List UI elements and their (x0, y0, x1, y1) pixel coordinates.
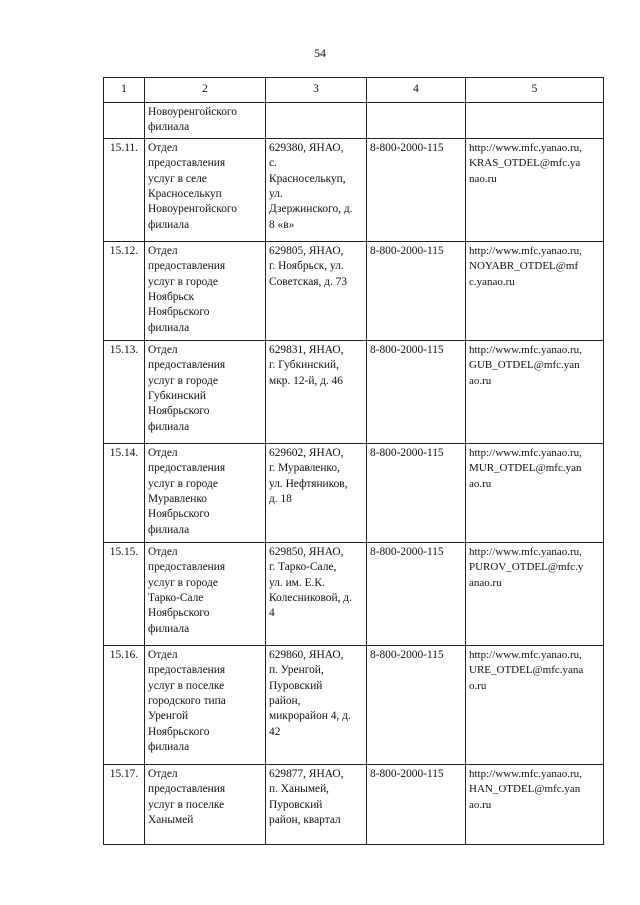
office-name-line: Отдел (148, 244, 178, 257)
table-row (104, 443, 604, 542)
website-email-line: http://www.mfc.yanao.ru, (469, 244, 582, 257)
office-name-line: услуг в городе (148, 374, 218, 387)
header-col-3: 3 (266, 78, 367, 103)
address-line: 629805, ЯНАО, (269, 244, 344, 257)
office-name-line: Отдел (148, 446, 178, 459)
continuation-name-line: филиала (148, 121, 190, 134)
website-email-line: nao.ru (469, 172, 497, 185)
address-line: д. 18 (269, 493, 292, 506)
address-cell (266, 764, 367, 844)
website-email-line: o.ru (469, 679, 487, 692)
address-line: ул. Нефтяников, (269, 477, 348, 490)
row-number-cell: 15.11. (104, 138, 145, 241)
website-email-cell (466, 138, 604, 241)
website-email-line: KRAS_OTDEL@mfc.ya (469, 157, 581, 170)
office-name-line: предоставления (148, 664, 226, 677)
website-email-cell (466, 443, 604, 542)
office-name-line: Муравленко (148, 493, 208, 506)
address-line: ул. (269, 188, 283, 201)
office-name-cell (145, 138, 266, 241)
office-name-line: Ноябрьского (148, 607, 210, 620)
header-col-2: 2 (145, 78, 266, 103)
office-name-line: филиала (148, 741, 190, 754)
website-email-line: c.yanao.ru (469, 275, 515, 288)
office-name-line: предоставления (148, 462, 226, 475)
phone-cell: 8-800-2000-115 (367, 340, 466, 443)
continuation-address-cell (266, 103, 367, 139)
continuation-name-line: Новоуренгойского (148, 106, 237, 118)
address-line: г. Тарко-Сале, (269, 561, 337, 574)
branches-table (103, 77, 604, 845)
address-cell (266, 542, 367, 645)
address-line: г. Губкинский, (269, 359, 339, 372)
table-row (104, 542, 604, 645)
office-name-line: предоставления (148, 359, 226, 372)
office-name-line: Красноселькуп (148, 188, 222, 201)
phone-cell: 8-800-2000-115 (367, 241, 466, 340)
continuation-name-cell (145, 103, 266, 139)
website-email-line: ao.ru (469, 798, 492, 811)
office-name-line: филиала (148, 218, 190, 231)
address-line: Дзержинского, д. (269, 203, 353, 216)
office-name-line: Ноябрьского (148, 508, 210, 521)
header-col-4: 4 (367, 78, 466, 103)
table-row (104, 241, 604, 340)
office-name-cell (145, 542, 266, 645)
phone-cell: 8-800-2000-115 (367, 138, 466, 241)
website-email-line: http://www.mfc.yanao.ru, (469, 767, 582, 780)
website-email-line: http://www.mfc.yanao.ru, (469, 545, 582, 558)
header-col-5: 5 (466, 78, 604, 103)
website-email-line: HAN_OTDEL@mfc.yan (469, 783, 581, 796)
address-line: Пуровский (269, 679, 323, 692)
header-col-1: 1 (104, 78, 145, 103)
office-name-line: Ноябрьского (148, 725, 210, 738)
website-email-line: http://www.mfc.yanao.ru, (469, 446, 582, 459)
website-email-line: http://www.mfc.yanao.ru, (469, 343, 582, 356)
row-number-cell: 15.14. (104, 443, 145, 542)
website-email-line: http://www.mfc.yanao.ru, (469, 648, 582, 661)
address-line: 629877, ЯНАО, (269, 767, 344, 780)
office-name-cell (145, 241, 266, 340)
website-email-cell (466, 340, 604, 443)
website-email-line: ao.ru (469, 374, 492, 387)
row-number-cell: 15.12. (104, 241, 145, 340)
office-name-line: предоставления (148, 260, 226, 273)
address-line: г. Муравленко, (269, 462, 340, 475)
website-email-line: GUB_OTDEL@mfc.yan (469, 359, 580, 372)
address-line: 629602, ЯНАО, (269, 446, 344, 459)
office-name-cell (145, 645, 266, 764)
table-header-row (104, 78, 604, 103)
continuation-row (104, 103, 604, 139)
continuation-num-cell (104, 103, 145, 139)
address-cell (266, 241, 367, 340)
office-name-line: услуг в городе (148, 477, 218, 490)
website-email-line: URE_OTDEL@mfc.yana (469, 664, 584, 677)
office-name-line: предоставления (148, 561, 226, 574)
address-line: с. (269, 157, 277, 170)
website-email-line: ao.ru (469, 477, 492, 490)
table-row (104, 340, 604, 443)
address-cell (266, 645, 367, 764)
office-name-line: услуг в поселке (148, 798, 225, 811)
office-name-line: филиала (148, 523, 190, 536)
office-name-line: Ноябрьск (148, 291, 195, 304)
table-row (104, 645, 604, 764)
office-name-line: услуг в городе (148, 275, 218, 288)
row-number-cell: 15.16. (104, 645, 145, 764)
office-name-line: филиала (148, 420, 190, 433)
address-line: ул. им. Е.К. (269, 576, 325, 589)
phone-cell: 8-800-2000-115 (367, 645, 466, 764)
office-name-line: Отдел (148, 343, 178, 356)
office-name-line: услуг в селе (148, 172, 207, 185)
office-name-line: Отдел (148, 141, 178, 154)
website-email-line: anao.ru (469, 576, 502, 589)
office-name-line: Отдел (148, 648, 178, 661)
office-name-line: Новоуренгойского (148, 203, 237, 216)
address-line: 42 (269, 725, 281, 738)
website-email-line: NOYABR_OTDEL@mf (469, 260, 579, 273)
address-line: 629850, ЯНАО, (269, 545, 344, 558)
website-email-cell (466, 241, 604, 340)
address-line: Красноселькуп, (269, 172, 346, 185)
row-number-cell: 15.17. (104, 764, 145, 844)
table-row (104, 138, 604, 241)
office-name-line: услуг в городе (148, 576, 218, 589)
office-name-line: предоставления (148, 157, 226, 170)
address-line: Колесниковой, д. (269, 592, 352, 605)
office-name-line: филиала (148, 321, 190, 334)
office-name-line: услуг в поселке (148, 679, 225, 692)
address-line: район, (269, 695, 301, 708)
website-email-cell (466, 542, 604, 645)
address-line: микрорайон 4, д. (269, 710, 351, 723)
address-line: г. Ноябрьск, ул. (269, 260, 344, 273)
address-cell (266, 138, 367, 241)
address-line: Пуровский (269, 798, 323, 811)
office-name-line: Отдел (148, 767, 178, 780)
continuation-web-cell (466, 103, 604, 139)
office-name-line: Тарко-Сале (148, 592, 204, 605)
office-name-line: филиала (148, 622, 190, 635)
website-email-line: MUR_OTDEL@mfc.yan (469, 462, 582, 475)
office-name-cell (145, 443, 266, 542)
address-line: Советская, д. 73 (269, 275, 348, 288)
address-line: 4 (269, 607, 275, 620)
address-line: п. Уренгой, (269, 664, 324, 677)
website-email-line: PUROV_OTDEL@mfc.y (469, 561, 584, 574)
address-line: 629380, ЯНАО, (269, 141, 344, 154)
address-cell (266, 443, 367, 542)
office-name-line: Губкинский (148, 390, 206, 403)
row-number-cell: 15.13. (104, 340, 145, 443)
phone-cell: 8-800-2000-115 (367, 542, 466, 645)
phone-cell: 8-800-2000-115 (367, 443, 466, 542)
address-cell (266, 340, 367, 443)
office-name-cell (145, 764, 266, 844)
office-name-line: Ноябрьского (148, 405, 210, 418)
address-line: 629831, ЯНАО, (269, 343, 344, 356)
table-body (104, 103, 604, 845)
website-email-cell (466, 645, 604, 764)
address-line: 8 «в» (269, 218, 295, 231)
website-email-line: http://www.mfc.yanao.ru, (469, 141, 582, 154)
office-name-line: Отдел (148, 545, 178, 558)
office-name-line: предоставления (148, 783, 226, 796)
office-name-cell (145, 340, 266, 443)
continuation-phone-cell (367, 103, 466, 139)
address-line: район, квартал (269, 814, 341, 827)
row-number-cell: 15.15. (104, 542, 145, 645)
address-line: 629860, ЯНАО, (269, 648, 344, 661)
page-number: 54 (314, 46, 326, 60)
office-name-line: Ноябрьского (148, 306, 210, 319)
website-email-cell (466, 764, 604, 844)
table-row (104, 764, 604, 844)
office-name-line: Уренгой (148, 710, 189, 723)
address-line: п. Ханымей, (269, 783, 330, 796)
office-name-line: Ханымей (148, 814, 194, 827)
office-name-line: городского типа (148, 695, 226, 708)
phone-cell: 8-800-2000-115 (367, 764, 466, 844)
address-line: мкр. 12-й, д. 46 (269, 374, 343, 387)
